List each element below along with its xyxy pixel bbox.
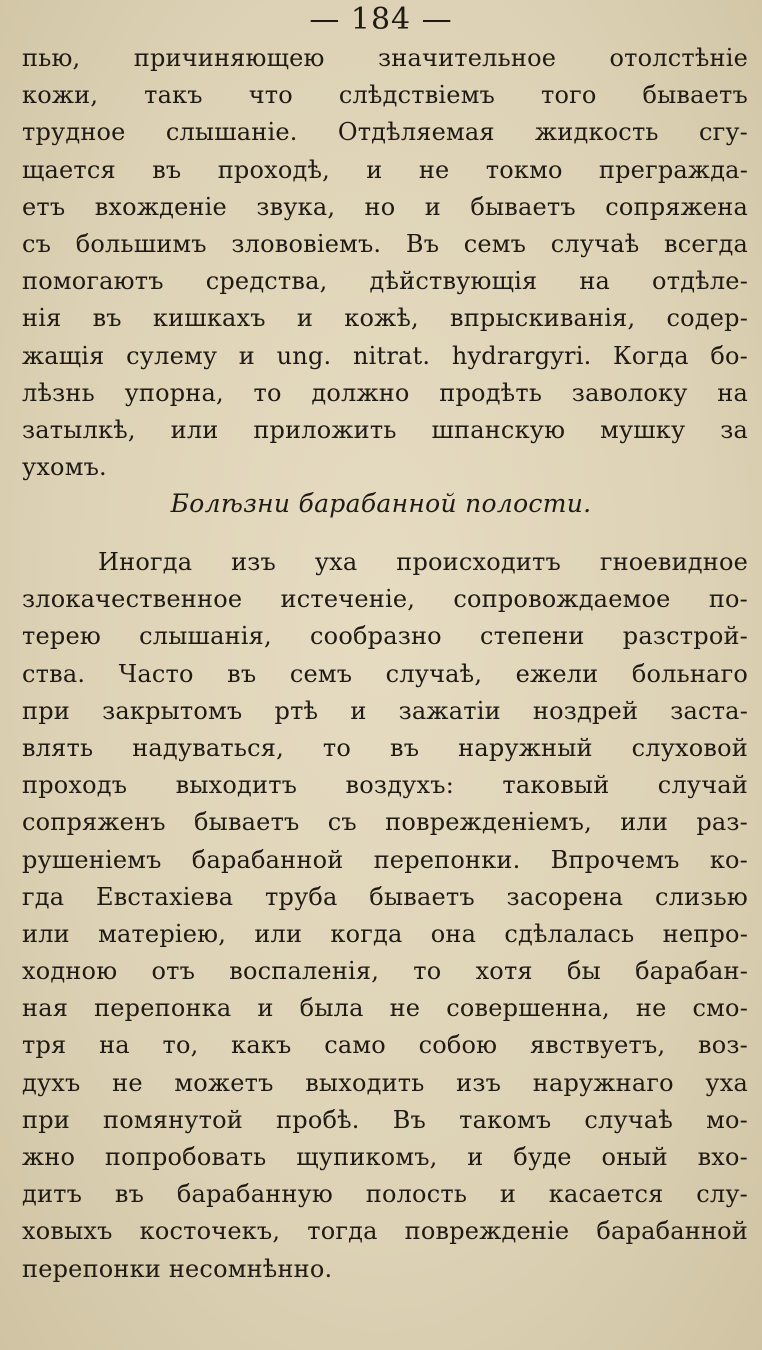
text-line: сопряженъ бываетъ съ поврежденіемъ, или раз- <box>22 808 748 837</box>
text-line: ухомъ. <box>22 453 107 482</box>
text-line: при помянутой пробѣ. Въ такомъ случаѣ мо- <box>22 1105 748 1134</box>
text-line: гда Евстахіева труба бываетъ засорена слизью <box>22 882 748 911</box>
text-line: тря на то, какъ само собою явствуетъ, воз- <box>22 1031 748 1060</box>
text-line: ная перепонка и была не совершенна, не смо- <box>22 994 748 1023</box>
text-line: лѣзнь упорна, то должно продѣть заволоку на <box>22 378 748 407</box>
text-line: жно попробовать щупикомъ, и буде оный вхо- <box>22 1143 748 1171</box>
text-line: ходною отъ воспаленія, то хотя бы барабан- <box>22 957 748 986</box>
text-line: етъ вхожденіе звука, но и бываетъ сопряжена <box>22 192 748 221</box>
text-line: затылкѣ, или приложить шпанскую мушку за <box>22 415 748 444</box>
paragraph-main <box>22 544 748 1288</box>
text-line: кожи, такъ что слѣдствіемъ того бываетъ <box>22 81 748 110</box>
text-line: проходъ выходитъ воздухъ: таковый случай <box>22 771 748 800</box>
paragraph-continued <box>22 40 748 486</box>
text-line: ховыхъ косточекъ, тогда поврежденіе барабанной <box>22 1217 748 1246</box>
page-number: — 184 — <box>309 2 453 37</box>
text-line: трудное слышаніе. Отдѣляемая жидкость сгу- <box>22 118 748 147</box>
text-line: щается въ проходѣ, и не токмо преграждa- <box>22 155 748 184</box>
text-line: духъ не можетъ выходить изъ наружнаго уха <box>22 1068 748 1097</box>
text-line: злокачественное истеченіе, сопровождаемое по- <box>22 585 748 614</box>
text-line: рушеніемъ барабанной перепонки. Впрочемъ ко- <box>22 845 748 874</box>
text-line: пью, причиняющею значительное отолстѣніе <box>22 44 748 72</box>
text-line: при закрытомъ ртѣ и зажатіи ноздрей заста- <box>22 696 748 725</box>
text-line: или матеріею, или когда она сдѣлалась непро- <box>22 919 748 948</box>
section-heading: Болѣзни барабанной полости. <box>170 489 592 518</box>
text-line: перепонки несомнѣнно. <box>22 1254 333 1283</box>
text-line: нія въ кишкахъ и кожѣ, впрыскиванія, содер- <box>22 304 748 333</box>
text-line: съ большимъ злововіемъ. Въ семъ случаѣ всегда <box>22 229 748 258</box>
text-line: жащія сулему и ung. nitrat. hydrargyri. Когда бо- <box>22 341 748 370</box>
text-line: Иногда изъ уха происходитъ гноевидное <box>98 548 748 576</box>
text-line: влять надуваться, то въ наружный слуховой <box>22 733 748 762</box>
text-line: терею слышанія, сообразно степени разстрой- <box>22 622 748 651</box>
text-line: помогаютъ средства, дѣйствующія на отдѣле- <box>22 267 748 296</box>
text-line: ства. Часто въ семъ случаѣ, ежели больнаго <box>22 659 748 688</box>
text-line: дитъ въ барабанную полость и касается слу- <box>22 1180 748 1209</box>
